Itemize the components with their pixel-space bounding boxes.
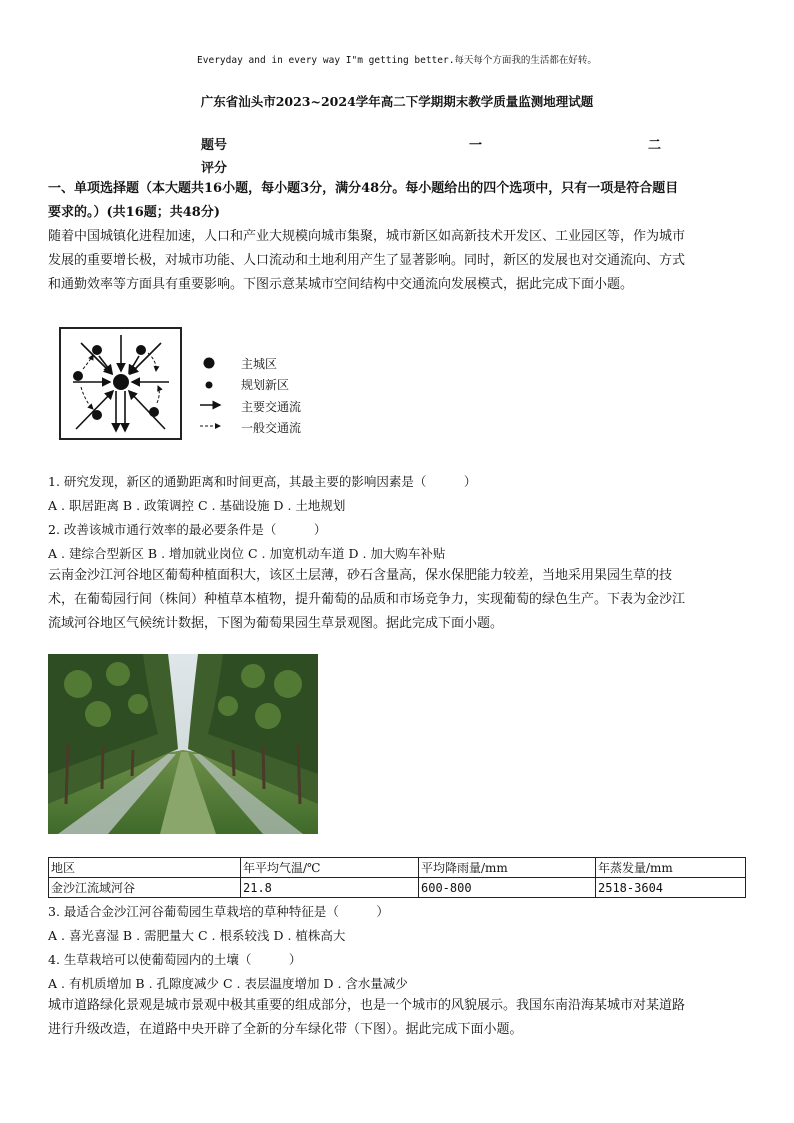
- passage1-line: 随着中国城镇化进程加速，人口和产业大规模向城市集聚，城市新区如高新技术开发区、工业园区等，作为城市: [48, 229, 686, 244]
- new-district-node: [92, 345, 102, 355]
- question-stem: 3. 最适合金沙江河谷葡萄园生草栽培的草种特征是（ ）: [48, 904, 389, 919]
- passage3: [48, 994, 746, 1042]
- question-options: A . 喜光喜湿 B . 需肥量大 C . 根系较浅 D . 植株高大: [48, 928, 346, 943]
- legend-new-district-label: 规划新区: [241, 378, 290, 392]
- passage2: [48, 564, 746, 636]
- passage3-line: 进行升级改造，在道路中央开辟了全新的分车绿化带（下图）。据此完成下面小题。: [48, 1022, 523, 1037]
- table-cell: 21.8: [241, 878, 419, 898]
- traffic-flow-diagram: [59, 327, 182, 440]
- table-cell: 600-800: [419, 878, 596, 898]
- passage1-line: 和通勤效率等方面具有重要影响。下图示意某城市空间结构中交通流向发展模式，据此完成下面小题。: [48, 277, 634, 292]
- questions-block-2: [48, 900, 746, 996]
- section1-header-line1: 一、单项选择题（本大题共16小题，每小题3分，满分48分。每小题给出的四个选项中，只有一项是符合题目: [48, 181, 679, 196]
- question-stem: 2. 改善该城市通行效率的最必要条件是（ ）: [48, 522, 327, 537]
- legend-general-flow-label: 一般交通流: [241, 421, 302, 435]
- question-options: A . 有机质增加 B . 孔隙度减少 C . 表层温度增加 D . 含水量减少: [48, 976, 408, 991]
- table-header-cell: 平均降雨量/mm: [419, 858, 596, 878]
- legend-new-district-symbol: [206, 382, 213, 389]
- table-cell: 2518-3604: [596, 878, 746, 898]
- legend-main-flow-label: 主要交通流: [241, 400, 302, 414]
- question-options: A . 建综合型新区 B . 增加就业岗位 C . 加宽机动车道 D . 加大购车补贴: [48, 546, 446, 561]
- question-stem: 4. 生草栽培可以使葡萄园内的土壤（ ）: [48, 952, 302, 967]
- questions-block-1: [48, 470, 746, 566]
- table-header-cell: 年平均气温/℃: [241, 858, 419, 878]
- table-header-row: [49, 858, 746, 878]
- table-header-cell: 年蒸发量/mm: [596, 858, 746, 878]
- vineyard-photo-icon: [48, 654, 318, 834]
- new-district-node: [73, 371, 83, 381]
- new-district-node: [136, 345, 146, 355]
- passage2-line: 云南金沙江河谷地区葡萄种植面积大，该区土层薄，砂石含量高，保水保肥能力较差，当地采用果园生草的技: [48, 568, 673, 583]
- passage2-line: 术，在葡萄园行间（株间）种植草本植物，提升葡萄的品质和市场竞争力，实现葡萄的绿色生产。下表为金沙江: [48, 592, 686, 607]
- section1-header-line2: 要求的。）(共16题；共48分): [48, 205, 220, 220]
- diagram-legend-symbols: [196, 352, 236, 438]
- climate-table: [48, 857, 746, 898]
- score-table-col-1: 一: [469, 138, 483, 153]
- question-stem: 1. 研究发现，新区的通勤距离和时间更高，其最主要的影响因素是（ ）: [48, 474, 477, 489]
- legend-main-city-label: 主城区: [241, 357, 278, 371]
- score-table-col-label: 题号: [201, 138, 228, 153]
- header-motto: Everyday and in every way I"m getting better.每天每个方面我的生活都在好转。: [197, 55, 597, 66]
- vineyard-photo: [48, 654, 318, 834]
- table-cell: 金沙江流域河谷: [49, 878, 241, 898]
- section1-header: [48, 177, 746, 225]
- passage2-line: 流域河谷地区气候统计数据，下图为葡萄果园生草景观图。据此完成下面小题。: [48, 616, 504, 631]
- question-options: A . 职居距离 B . 政策调控 C . 基础设施 D . 土地规划: [48, 498, 346, 513]
- score-table-row-label: 评分: [201, 161, 228, 176]
- traffic-flow-diagram-svg: [61, 329, 180, 438]
- score-table-col-2: 二: [648, 138, 662, 153]
- passage1-line: 发展的重要增长极，对城市功能、人口流动和土地利用产生了显著影响。同时，新区的发展也对交通流向、方式: [48, 253, 686, 268]
- table-header-cell: 地区: [49, 858, 241, 878]
- new-district-node: [149, 407, 159, 417]
- table-row: [49, 878, 746, 898]
- exam-title: 广东省汕头市2023~2024学年高二下学期期末教学质量监测地理试题: [200, 94, 594, 109]
- passage3-line: 城市道路绿化景观是城市景观中极其重要的组成部分，也是一个城市的风貌展示。我国东南沿海某城市对某道路: [48, 998, 686, 1013]
- legend-main-city-symbol: [204, 358, 215, 369]
- passage1: [48, 225, 746, 297]
- main-city-node: [113, 374, 129, 390]
